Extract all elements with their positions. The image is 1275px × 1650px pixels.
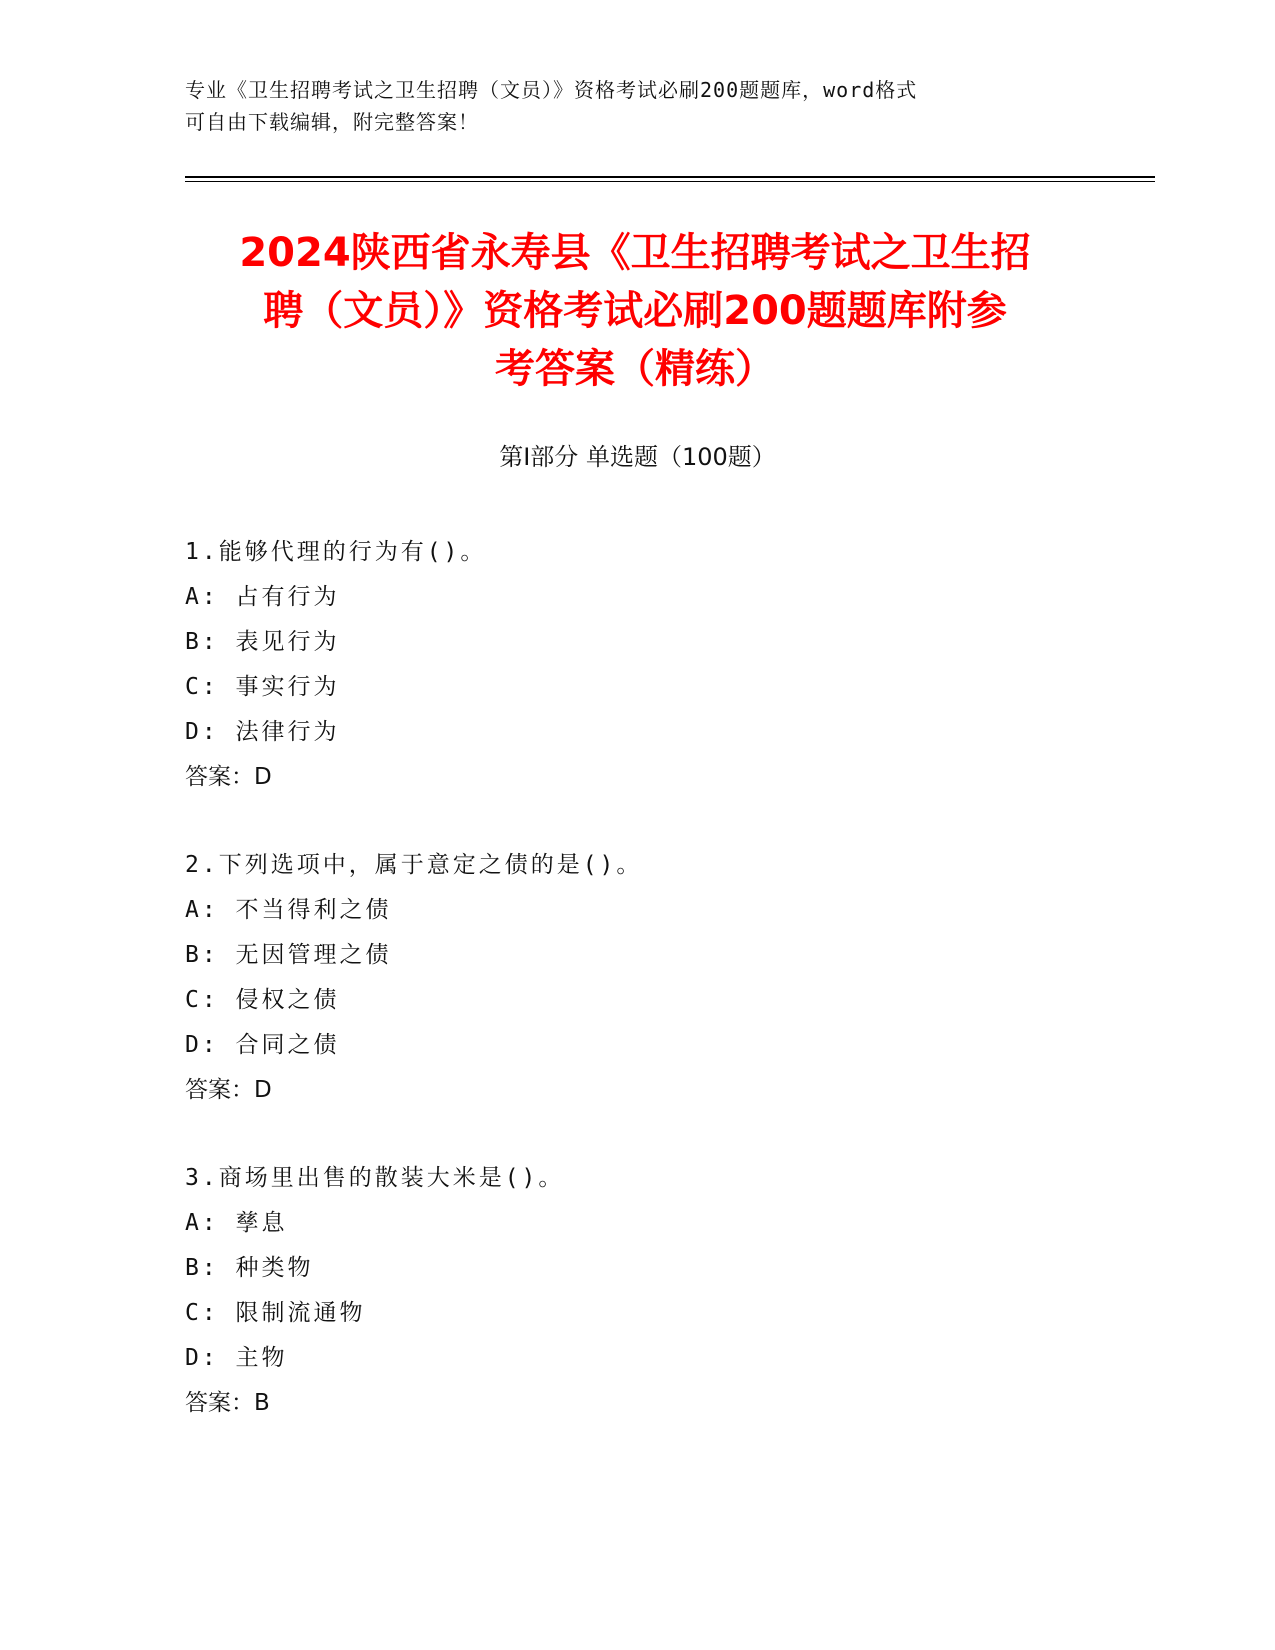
question-stem: 3.商场里出售的散装大米是()。 [185,1165,565,1191]
question-option-d: D: 主物 [185,1345,288,1371]
question-option-c: C: 限制流通物 [185,1300,366,1326]
question-option-d: D: 合同之债 [185,1032,340,1058]
question-item [185,1156,1085,1426]
question-list [185,530,1085,1469]
question-option-b: B: 种类物 [185,1255,314,1281]
question-item [185,530,1085,800]
question-answer: 答案：D [185,764,272,790]
question-option-c: C: 事实行为 [185,674,340,700]
section-heading: 第Ⅰ部分 单选题（100题） [499,443,776,471]
header-rule-thin [185,181,1155,182]
question-stem: 2.下列选项中，属于意定之债的是()。 [185,852,643,878]
question-option-b: B: 表见行为 [185,629,340,655]
header-note-line-2: 可自由下载编辑，附完整答案！ [185,110,479,134]
question-answer: 答案：D [185,1077,272,1103]
question-item [185,843,1085,1113]
question-option-a: A: 占有行为 [185,584,340,610]
question-stem: 1.能够代理的行为有()。 [185,539,487,565]
header-note [185,74,1085,138]
question-option-a: A: 孳息 [185,1210,288,1236]
document-title [160,224,1110,398]
document-title-line-2: 聘（文员）》资格考试必刷200题题库附参 [263,288,1007,334]
question-option-b: B: 无因管理之债 [185,942,392,968]
document-title-line-1: 2024陕西省永寿县《卫生招聘考试之卫生招 [239,230,1031,276]
question-option-c: C: 侵权之债 [185,987,340,1013]
question-answer: 答案：B [185,1390,270,1416]
header-note-line-1: 专业《卫生招聘考试之卫生招聘（文员）》资格考试必刷200题题库，word格式 [185,78,918,102]
question-option-d: D: 法律行为 [185,719,340,745]
question-option-a: A: 不当得利之债 [185,897,392,923]
header-rule-thick [185,176,1155,178]
document-title-line-3: 考答案（精练） [495,346,775,392]
